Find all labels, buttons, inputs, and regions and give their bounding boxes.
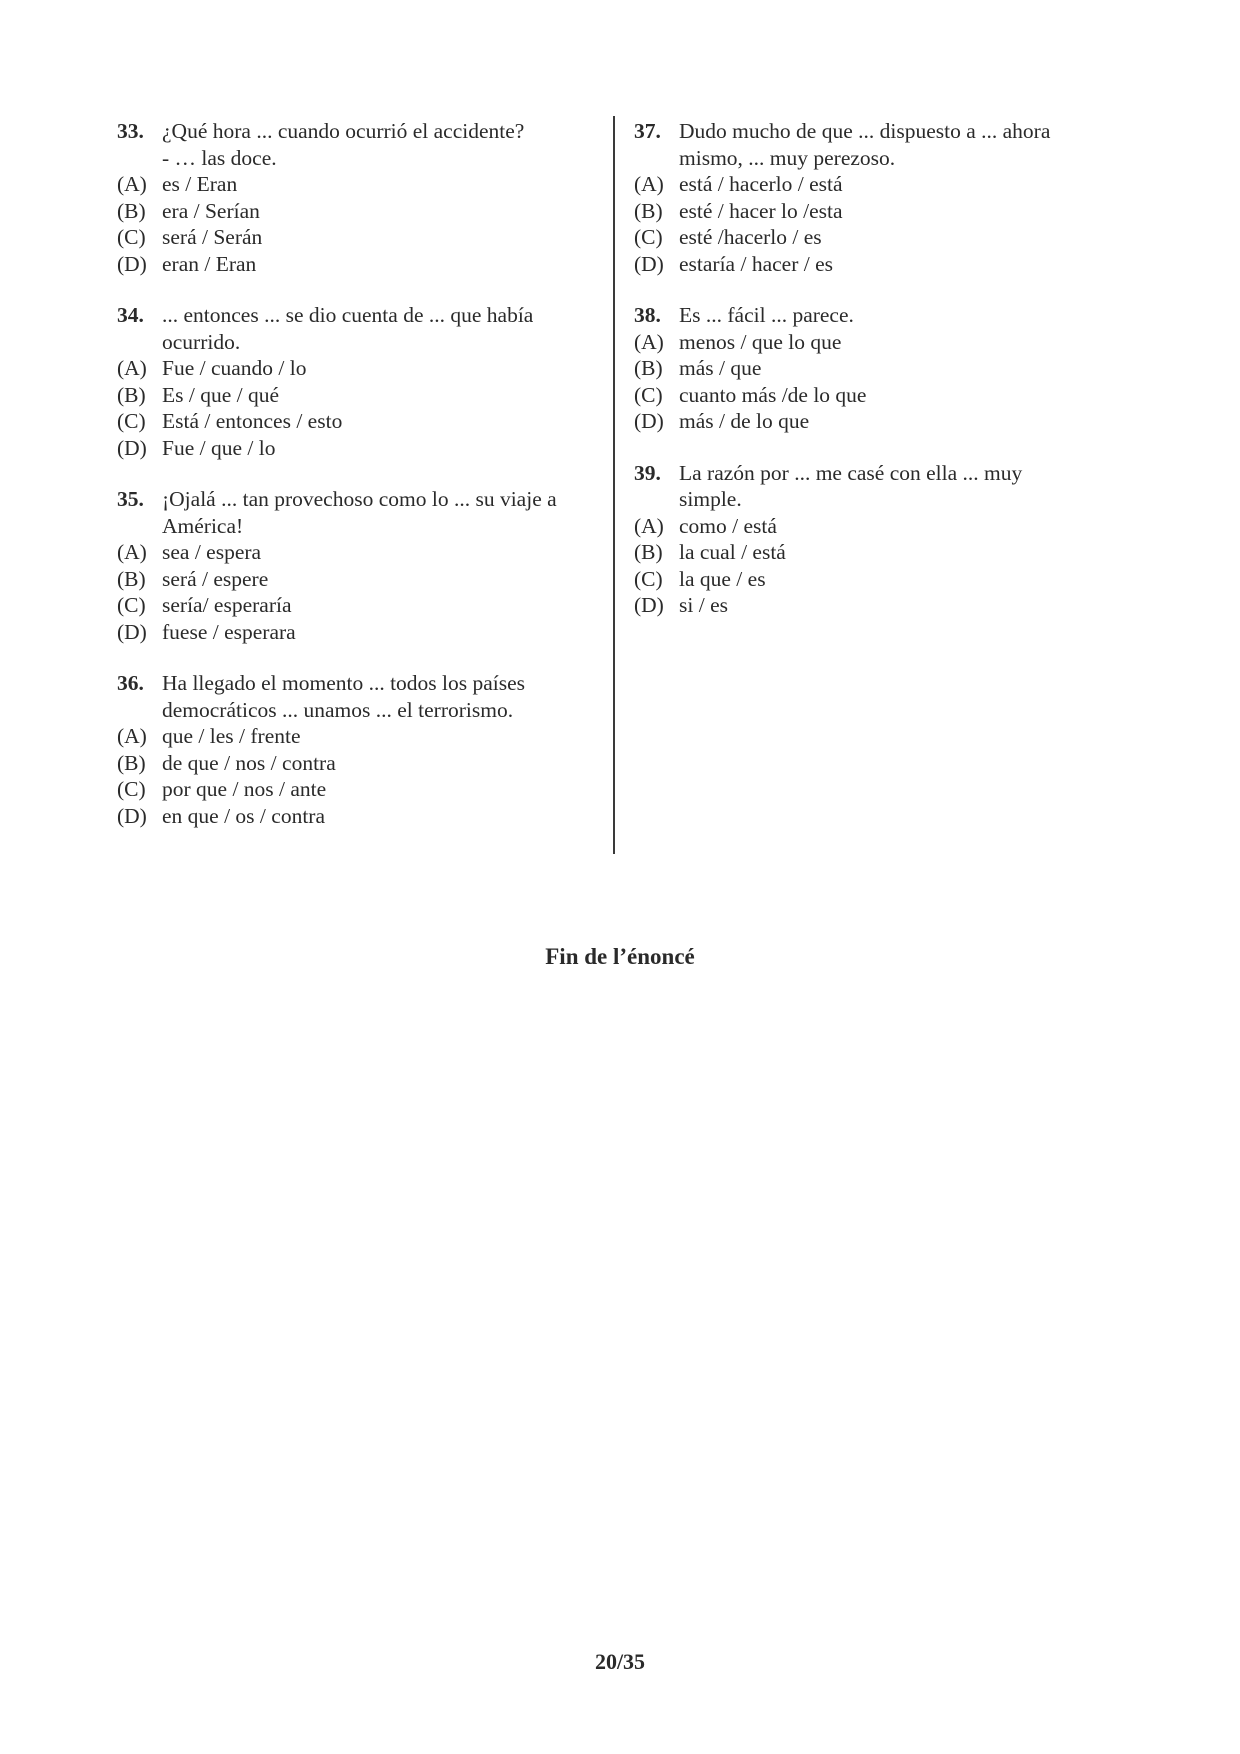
- option-text: fuese / esperara: [162, 619, 296, 644]
- question-text: [679, 302, 1114, 329]
- question-text-line: mismo, ... muy perezoso.: [679, 145, 896, 170]
- option-letter: (C): [117, 225, 146, 249]
- answer-option: [117, 539, 593, 566]
- option-letter: (C): [634, 566, 663, 591]
- option-text: menos / que lo que: [679, 329, 842, 354]
- question-text: [162, 486, 593, 539]
- answer-option: [117, 776, 593, 803]
- question-stem: [634, 302, 1114, 329]
- option-letter: (A): [117, 724, 147, 748]
- question-text-line: ocurrido.: [162, 329, 241, 354]
- page-number: 20/35: [594, 1649, 646, 1674]
- end-of-statement-title: Fin de l’énoncé: [545, 944, 695, 969]
- option-text: está / hacerlo / está: [679, 172, 843, 196]
- option-letter: (A): [634, 172, 664, 196]
- option-text: cuanto más /de lo que: [679, 382, 867, 407]
- option-letter: (C): [117, 593, 146, 617]
- question-text-line: Es ... fácil ... parece.: [679, 303, 854, 327]
- option-letter: (A): [634, 329, 664, 354]
- option-letter: (C): [117, 777, 146, 801]
- option-text: sería/ esperaría: [162, 593, 292, 617]
- answer-option: [634, 198, 1114, 225]
- option-letter: (B): [117, 198, 146, 223]
- question-text-line: Dudo mucho de que ... dispuesto a ... ahora: [679, 119, 1051, 143]
- option-letter: (D): [117, 435, 147, 460]
- answer-option: [634, 539, 1114, 566]
- question-text-line: Ha llegado el momento ... todos los países: [162, 671, 526, 695]
- right-column: [634, 118, 1114, 644]
- option-letter: (A): [117, 356, 147, 380]
- answer-option: [117, 251, 593, 278]
- answer-option: [117, 750, 593, 777]
- question-text: [162, 118, 593, 171]
- question-number: 38.: [634, 303, 661, 327]
- answer-option: [634, 329, 1114, 356]
- answer-option: [634, 513, 1114, 540]
- question-stem: [117, 486, 593, 539]
- option-text: Fue / que / lo: [162, 435, 276, 460]
- answer-option: [117, 566, 593, 593]
- answer-option: [634, 224, 1114, 251]
- option-text: será / espere: [162, 566, 269, 591]
- option-text: era / Serían: [162, 198, 260, 223]
- question-text-line: - … las doce.: [162, 145, 277, 170]
- answer-option: [117, 723, 593, 750]
- column-divider: [613, 116, 615, 854]
- option-letter: (C): [634, 225, 663, 249]
- question-text-line: ¿Qué hora ... cuando ocurrió el accidente?: [162, 119, 525, 143]
- option-text: Fue / cuando / lo: [162, 356, 307, 380]
- option-text: en que / os / contra: [162, 803, 325, 828]
- answer-option: [634, 592, 1114, 619]
- answer-option: [117, 803, 593, 830]
- answer-option: [117, 382, 593, 409]
- option-letter: (B): [117, 382, 146, 407]
- answer-option: [117, 355, 593, 382]
- answer-option: [634, 408, 1114, 435]
- answer-option: [634, 382, 1114, 409]
- answer-option: [634, 355, 1114, 382]
- option-text: Es / que / qué: [162, 382, 280, 407]
- option-letter: (B): [634, 198, 663, 223]
- answer-option: [117, 171, 593, 198]
- option-letter: (A): [117, 540, 147, 564]
- option-letter: (B): [634, 356, 663, 380]
- option-text: como / está: [679, 513, 777, 538]
- option-text: sea / espera: [162, 540, 262, 564]
- option-text: la cual / está: [679, 540, 786, 564]
- answer-option: [117, 435, 593, 462]
- question-block: [117, 486, 593, 645]
- answer-option: [117, 592, 593, 619]
- option-text: si / es: [679, 593, 728, 617]
- option-letter: (C): [634, 382, 663, 407]
- option-text: esté / hacer lo /esta: [679, 198, 843, 223]
- question-number: 33.: [117, 119, 144, 143]
- option-letter: (D): [117, 251, 147, 276]
- question-block: [634, 302, 1114, 435]
- question-text-line: La razón por ... me casé con ella ... muy: [679, 460, 1023, 485]
- option-letter: (D): [634, 251, 664, 276]
- question-number: 36.: [117, 671, 144, 695]
- option-text: que / les / frente: [162, 724, 301, 748]
- option-text: estaría / hacer / es: [679, 251, 833, 276]
- answer-option: [634, 251, 1114, 278]
- question-text: [162, 670, 593, 723]
- option-letter: (B): [117, 566, 146, 591]
- question-text: [162, 302, 593, 355]
- answer-option: [117, 224, 593, 251]
- question-stem: [117, 118, 593, 171]
- question-number: 37.: [634, 119, 661, 143]
- option-letter: (C): [117, 409, 146, 433]
- question-text-line: democráticos ... unamos ... el terrorismo.: [162, 697, 514, 722]
- question-stem: [117, 670, 593, 723]
- question-block: [634, 118, 1114, 277]
- option-text: esté /hacerlo / es: [679, 225, 822, 249]
- option-text: por que / nos / ante: [162, 777, 327, 801]
- option-text: es / Eran: [162, 172, 238, 196]
- question-number: 35.: [117, 487, 144, 511]
- option-text: eran / Eran: [162, 251, 257, 276]
- question-number: 34.: [117, 303, 144, 327]
- question-text-line: América!: [162, 513, 244, 538]
- option-letter: (D): [117, 619, 147, 644]
- question-text: [679, 460, 1114, 513]
- question-block: [117, 118, 593, 277]
- option-letter: (D): [634, 593, 664, 617]
- option-letter: (A): [117, 172, 147, 196]
- option-text: más / de lo que: [679, 409, 810, 433]
- option-text: de que / nos / contra: [162, 750, 336, 775]
- question-stem: [634, 118, 1114, 171]
- left-column: [117, 118, 593, 854]
- option-letter: (D): [634, 409, 664, 433]
- answer-option: [117, 198, 593, 225]
- question-stem: [634, 460, 1114, 513]
- question-block: [117, 670, 593, 829]
- question-stem: [117, 302, 593, 355]
- question-text-line: ¡Ojalá ... tan provechoso como lo ... su viaje a: [162, 487, 557, 511]
- answer-option: [117, 408, 593, 435]
- option-text: Está / entonces / esto: [162, 409, 343, 433]
- answer-option: [117, 619, 593, 646]
- question-block: [634, 460, 1114, 619]
- question-text-line: ... entonces ... se dio cuenta de ... que había: [162, 303, 534, 327]
- option-text: la que / es: [679, 566, 766, 591]
- answer-option: [634, 171, 1114, 198]
- option-letter: (B): [634, 540, 663, 564]
- question-text-line: simple.: [679, 487, 742, 511]
- question-block: [117, 302, 593, 461]
- option-text: será / Serán: [162, 225, 263, 249]
- question-number: 39.: [634, 460, 661, 485]
- option-letter: (B): [117, 750, 146, 775]
- option-letter: (A): [634, 513, 664, 538]
- option-text: más / que: [679, 356, 762, 380]
- option-letter: (D): [117, 803, 147, 828]
- question-text: [679, 118, 1114, 171]
- answer-option: [634, 566, 1114, 593]
